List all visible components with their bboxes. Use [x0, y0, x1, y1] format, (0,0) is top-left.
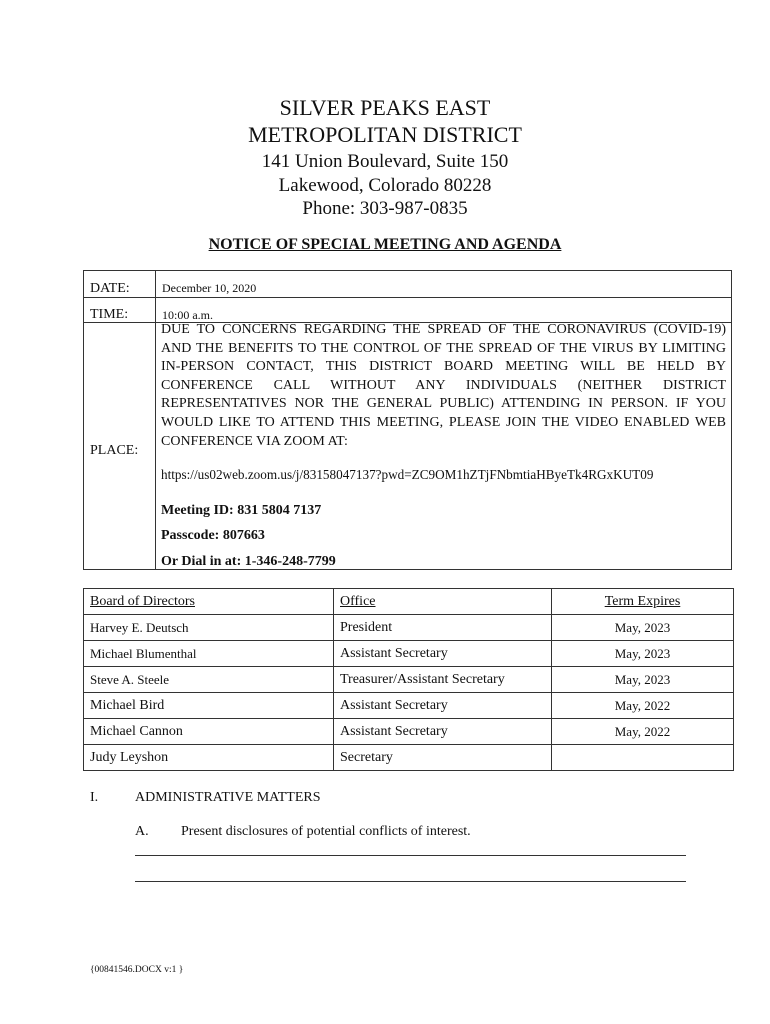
- date-label: DATE:: [90, 281, 130, 296]
- director-term: May, 2023: [552, 641, 734, 667]
- place-label: PLACE:: [90, 443, 139, 458]
- director-term: May, 2022: [552, 693, 734, 719]
- table-row: [84, 667, 734, 693]
- director-term: May, 2022: [552, 719, 734, 745]
- director-office: Treasurer/Assistant Secretary: [334, 667, 552, 693]
- address-line2: Lakewood, Colorado 80228: [278, 175, 492, 196]
- header-office: Office: [334, 589, 552, 615]
- org-name-line1: SILVER PEAKS EAST: [279, 95, 491, 120]
- director-office: Assistant Secretary: [334, 719, 552, 745]
- dial-in: Or Dial in at: 1-346-248-7799: [161, 554, 336, 569]
- meeting-info-table: [83, 270, 732, 570]
- item-letter: A.: [135, 824, 149, 839]
- director-office: Secretary: [334, 745, 552, 771]
- director-name: Steve A. Steele: [84, 667, 334, 693]
- director-term: [552, 745, 734, 771]
- table-header-row: [84, 589, 734, 615]
- director-name: Michael Bird: [84, 693, 334, 719]
- header-term: Term Expires: [552, 589, 734, 615]
- director-office: Assistant Secretary: [334, 693, 552, 719]
- document-footer: {00841546.DOCX v:1 }: [90, 965, 184, 975]
- director-name: Judy Leyshon: [84, 745, 334, 771]
- org-name-line2: METROPOLITAN DISTRICT: [248, 122, 522, 147]
- blank-line: [135, 881, 686, 882]
- blank-line: [135, 855, 686, 856]
- item-text: Present disclosures of potential conflicts of interest.: [181, 824, 471, 839]
- board-of-directors-table: [83, 588, 734, 771]
- section-number: I.: [90, 790, 99, 805]
- section-title: ADMINISTRATIVE MATTERS: [135, 790, 321, 805]
- date-value: December 10, 2020: [162, 281, 257, 295]
- table-row: [84, 615, 734, 641]
- director-office: President: [334, 615, 552, 641]
- director-office: Assistant Secretary: [334, 641, 552, 667]
- director-name: Michael Blumenthal: [84, 641, 334, 667]
- table-row: [84, 745, 734, 771]
- meeting-id: Meeting ID: 831 5804 7137: [161, 503, 322, 518]
- table-row: [84, 641, 734, 667]
- director-term: May, 2023: [552, 615, 734, 641]
- time-label: TIME:: [90, 307, 129, 322]
- place-description: DUE TO CONCERNS REGARDING THE SPREAD OF THE CORONAVIRUS (COVID-19) AND THE BENEFITS TO THE CONTROL OF THE SPREAD OF THE VIRUS BY LIMITING IN-PERSON CONTACT, THIS DISTRICT BOARD MEETING WILL BE HELD BY CONFERENCE CALL WITHOUT ANY INDIVIDUALS (NEITHER DISTRICT REPRESENTATIVES NOR THE GENERAL PUBLIC) ATTENDING IN PERSON. IF YOU WOULD LIKE TO ATTEND THIS MEETING, PLEASE JOIN THE VIDEO ENABLED WEB CONFERENCE VIA ZOOM AT:: [161, 322, 726, 449]
- header-board: Board of Directors: [84, 589, 334, 615]
- zoom-link[interactable]: https://us02web.zoom.us/j/83158047137?pwd=ZC9OM1hZTjFNbmtiaHByeTk4RGxKUT09: [161, 467, 654, 482]
- time-value: 10:00 a.m.: [162, 308, 213, 322]
- director-name: Harvey E. Deutsch: [84, 615, 334, 641]
- table-row: [84, 693, 734, 719]
- director-term: May, 2023: [552, 667, 734, 693]
- notice-title: NOTICE OF SPECIAL MEETING AND AGENDA: [208, 236, 562, 253]
- director-name: Michael Cannon: [84, 719, 334, 745]
- phone-line: Phone: 303-987-0835: [302, 198, 468, 219]
- address-line1: 141 Union Boulevard, Suite 150: [261, 151, 509, 172]
- passcode: Passcode: 807663: [161, 528, 265, 543]
- table-row: [84, 719, 734, 745]
